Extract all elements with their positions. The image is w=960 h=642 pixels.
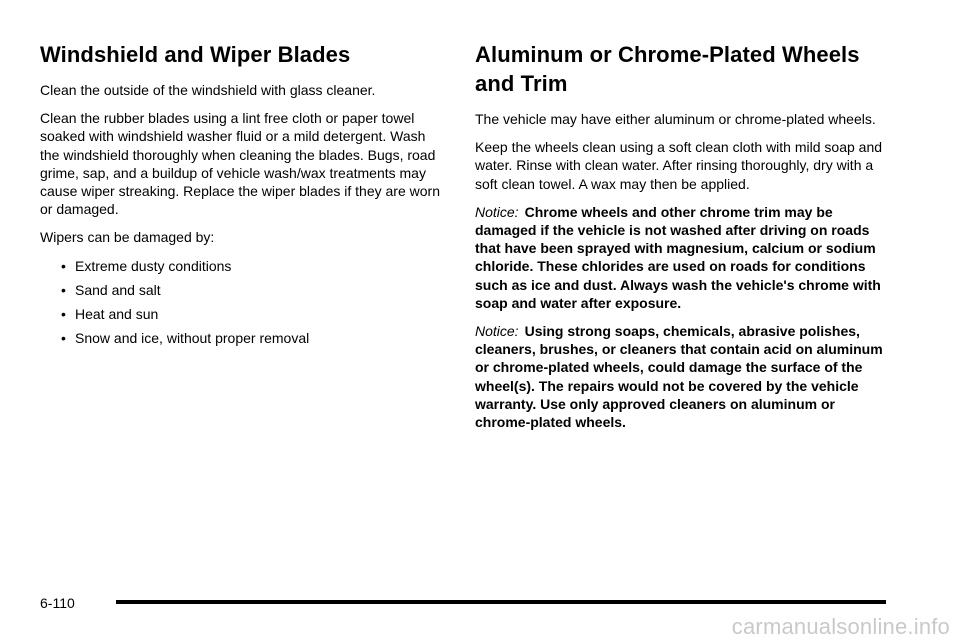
bullet-icon: •	[61, 305, 66, 322]
list-item-text: Heat and sun	[75, 305, 159, 322]
notice-cleaners	[475, 322, 890, 431]
watermark: carmanualsonline.info	[731, 614, 950, 639]
list-item-text: Snow and ice, without proper removal	[75, 329, 310, 346]
list-item-text: Sand and salt	[75, 281, 161, 298]
paragraph-wipers-damaged: Wipers can be damaged by:	[40, 229, 215, 246]
paragraph-clean-wheels: Keep the wheels clean using a soft clean cloth with mild soap and water. Rinse with clean water. After rinsing thoroughly, dry with a soft clean towel. A wax may then be applied.	[475, 139, 883, 192]
list-item	[40, 305, 440, 323]
notice-label: Notice:	[475, 323, 519, 340]
list-item	[40, 257, 440, 275]
paragraph-wheel-types: The vehicle may have either aluminum or chrome-plated wheels.	[475, 111, 876, 127]
notice-text: Chrome wheels and other chrome trim may be damaged if the vehicle is not washed after driving on roads that have been sprayed with magnesium, calcium or sodium chloride. These chlorides are used on roads for conditions such as ice and dust. Always wash the vehicle's chrome with soap and water after exposure.	[475, 203, 881, 311]
heading-line-2: and Trim	[475, 71, 568, 96]
left-column	[40, 40, 440, 353]
bullet-icon: •	[61, 257, 66, 274]
notice-label: Notice:	[475, 203, 519, 220]
notice-text: Using strong soaps, chemicals, abrasive polishes, cleaners, brushes, or cleaners that contain acid on aluminum or chrome-plated wheels, could damage the surface of the wheel(s). The repairs would not be covered by the vehicle warranty. Use only approved cleaners on aluminum or chrome-plated wheels.	[475, 323, 883, 431]
notice-chrome	[475, 203, 890, 312]
section-heading-wheels	[475, 40, 890, 98]
damage-causes-list	[40, 257, 440, 347]
paragraph-glass-cleaner: Clean the outside of the windshield with glass cleaner.	[40, 82, 376, 98]
footer-divider	[116, 600, 886, 604]
section-heading-windshield: Windshield and Wiper Blades	[40, 42, 351, 67]
page-number: 6-110	[40, 595, 75, 611]
right-column	[475, 40, 890, 441]
list-item	[40, 281, 440, 299]
bullet-icon: •	[61, 281, 66, 298]
list-item	[40, 329, 440, 347]
paragraph-rubber-blades: Clean the rubber blades using a lint free cloth or paper towel soaked with windshield washer fluid or a mild detergent. Wash the windshield thoroughly when cleaning the blades. Bugs, road grime, sap, and a buildup of vehicle wash/wax treatments may cause wiper streaking. Replace the wiper blades if they are worn or damaged.	[40, 110, 440, 218]
list-item-text: Extreme dusty conditions	[75, 257, 232, 274]
heading-line-1: Aluminum or Chrome-Plated Wheels	[475, 42, 860, 67]
bullet-icon: •	[61, 329, 66, 346]
